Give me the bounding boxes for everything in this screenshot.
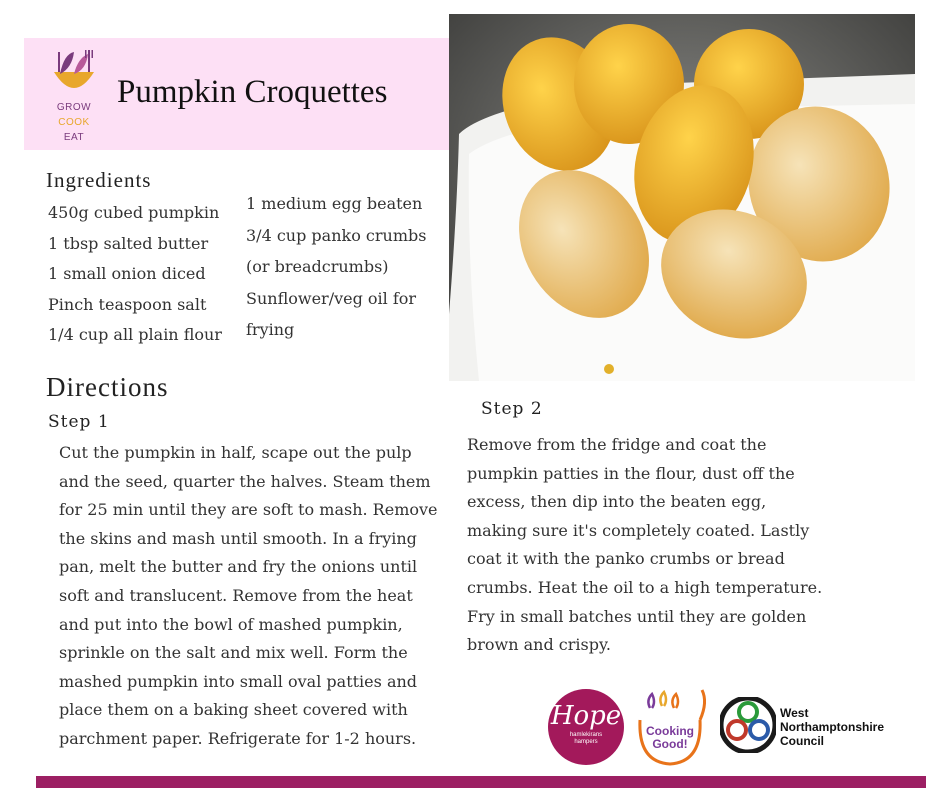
- wnc-line3: Council: [780, 734, 824, 748]
- footer-bar: [36, 776, 926, 788]
- step-line: place them on a baking sheet covered with: [59, 700, 408, 720]
- ingredient-item: Sunflower/veg oil for: [246, 288, 417, 308]
- logo-word-eat: EAT: [63, 132, 85, 143]
- step-1-heading: Step 1: [48, 412, 110, 432]
- step-line: crumbs. Heat the oil to a high temperature.: [467, 577, 823, 597]
- ingredient-item: 1 medium egg beaten: [246, 194, 423, 213]
- ingredients-list-right: [246, 188, 426, 346]
- ingredient-item: 3/4 cup panko crumbs: [246, 225, 427, 245]
- cooking-good-line1: Cooking: [646, 724, 694, 738]
- ingredients-heading: Ingredients: [46, 168, 152, 192]
- ingredient-item: (or breadcrumbs): [246, 257, 389, 276]
- step-1-text: [59, 439, 439, 754]
- step-line: the skins and mash until smooth. In a frying: [59, 528, 417, 548]
- step-line: brown and crispy.: [467, 635, 611, 655]
- step-line: excess, then dip into the beaten egg,: [467, 492, 767, 512]
- wnc-emblem: [720, 697, 776, 753]
- wnc-name: [780, 706, 884, 748]
- step-line: Fry in small batches until they are golden: [467, 606, 807, 626]
- cooking-good-logo: [634, 688, 710, 768]
- directions-heading: Directions: [46, 372, 169, 402]
- hope-logo: [548, 689, 624, 765]
- ingredient-item: 1 small onion diced: [48, 264, 206, 283]
- step-line: Cut the pumpkin in half, scape out the pulp: [59, 443, 412, 462]
- step-line: and the seed, quarter the halves. Steam them: [59, 471, 431, 491]
- step-line: for 25 min until they are soft to mash. Remove: [59, 500, 438, 520]
- step-line: Remove from the fridge and coat the: [467, 435, 767, 454]
- cooking-good-line2: Good!: [652, 737, 688, 751]
- plant-fork-icon: [44, 46, 104, 96]
- hope-logo-sub2: hampers: [574, 739, 598, 745]
- page-title: Pumpkin Croquettes: [117, 74, 388, 110]
- ingredients-list-left: [48, 198, 222, 351]
- logo-word-cook: COOK: [58, 117, 90, 128]
- step-line: coat it with the panko crumbs or bread: [467, 549, 785, 569]
- step-line: mashed pumpkin into small oval patties and: [59, 671, 418, 691]
- croquettes-photo: [449, 14, 915, 381]
- ingredient-item: frying: [246, 320, 295, 339]
- wnc-line1: West: [780, 706, 809, 720]
- ingredient-item: 1/4 cup all plain flour: [48, 325, 222, 344]
- step-line: pumpkin patties in the flour, dust off the: [467, 463, 795, 483]
- step-line: soft and translucent. Remove from the heat: [59, 585, 413, 605]
- step-line: parchment paper. Refrigerate for 1-2 hours.: [59, 728, 417, 748]
- step-line: making sure it's completely coated. Lastly: [467, 520, 810, 540]
- step-line: pan, melt the butter and fry the onions until: [59, 557, 418, 577]
- logo-word-grow: GROW: [56, 102, 92, 113]
- grow-cook-eat-logo: [44, 46, 104, 146]
- step-line: sprinkle on the salt and mix well. Form the: [59, 643, 408, 663]
- step-2-heading: Step 2: [481, 399, 543, 419]
- ingredient-item: 1 tbsp salted butter: [48, 233, 209, 253]
- wnc-knot-icon: [720, 697, 776, 753]
- ingredient-item: Pinch teaspoon salt: [48, 294, 207, 314]
- step-line: and put into the bowl of mashed pumpkin,: [59, 614, 403, 634]
- step-2-text: [467, 431, 847, 660]
- hope-logo-sub1: hamlekirans: [569, 732, 603, 738]
- hope-logo-name: Hope: [550, 701, 622, 731]
- wnc-line2: Northamptonshire: [780, 720, 885, 734]
- ingredient-item: 450g cubed pumpkin: [48, 203, 220, 222]
